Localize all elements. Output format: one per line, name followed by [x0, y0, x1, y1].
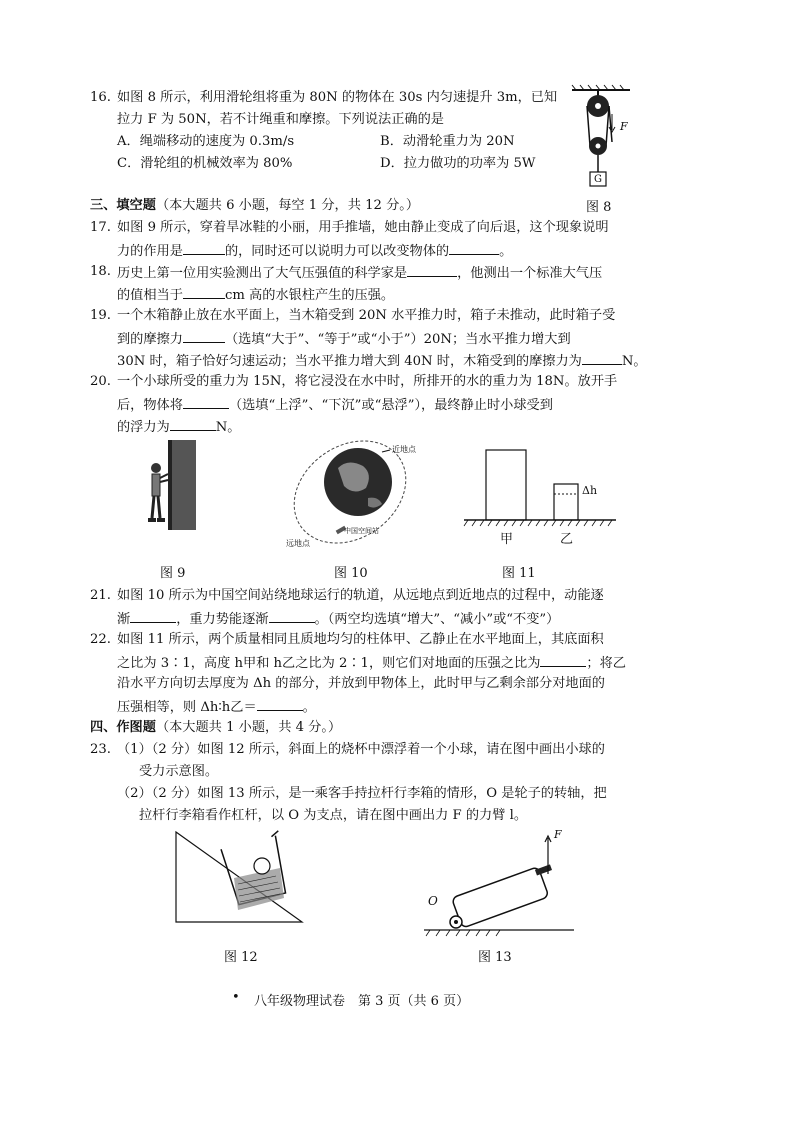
text: 。 — [302, 700, 316, 715]
text: ，重力势能逐渐 — [176, 612, 269, 627]
question-number: 19. — [90, 308, 111, 323]
text: 的浮力为 — [117, 420, 170, 435]
text: ；将乙 — [586, 656, 626, 671]
figure-8-pulley — [568, 84, 638, 194]
text: （选填“上浮”、“下沉”或“悬浮”），最终静止时小球受到 — [228, 398, 553, 413]
question-text — [117, 652, 626, 674]
question-text: 拉杆行李箱看作杠杆，以 O 为支点，请在图中画出力 F 的力臂 l。 — [139, 808, 528, 823]
question-text — [117, 350, 647, 372]
question-text: 如图 8 所示，利用滑轮组将重为 80N 的物体在 30s 内匀速提升 3m，已知 — [117, 90, 558, 105]
answer-blank[interactable] — [449, 240, 499, 255]
page-footer: 八年级物理试卷 第 3 页（共 6 页） — [254, 994, 470, 1009]
question-text: 沿水平方向切去厚度为 Δh 的部分，并放到甲物体上，此时甲与乙剩余部分对地面的 — [117, 676, 605, 691]
text: 历史上第一位用实验测出了大气压强值的科学家是 — [117, 266, 408, 281]
question-text — [117, 394, 553, 416]
answer-blank[interactable] — [183, 240, 225, 255]
question-number: 20. — [90, 374, 111, 389]
question-text: 一个小球所受的重力为 15N，将它浸没在水中时，所排开的水的重力为 18N。放开手 — [117, 374, 618, 389]
question-text: （1）（2 分）如图 12 所示，斜面上的烧杯中漂浮着一个小球，请在图中画出小球的 — [117, 742, 605, 757]
figure-13-caption: 图 13 — [478, 950, 512, 965]
answer-blank[interactable] — [130, 608, 176, 623]
question-text — [117, 240, 512, 262]
answer-blank[interactable] — [183, 394, 229, 409]
answer-blank[interactable] — [407, 262, 457, 277]
footer-bullet: • — [232, 990, 240, 1005]
question-text: （2）（2 分）如图 13 所示，是一乘客手持拉杆行李箱的情形，O 是轮子的转轴，把 — [117, 786, 607, 801]
figure-12-caption: 图 12 — [224, 950, 258, 965]
figure-8-caption: 图 8 — [586, 200, 612, 215]
figure-9-caption: 图 9 — [160, 566, 186, 581]
text: N。 — [215, 420, 241, 435]
weight-label: G — [594, 174, 602, 185]
station-label: 中国空间站 — [344, 527, 379, 535]
option-a: A．绳端移动的速度为 0.3m/s — [117, 134, 295, 149]
section-title: 四、作图题 — [90, 720, 156, 735]
question-text — [117, 696, 316, 718]
section-title: 三、填空题 — [90, 198, 156, 213]
text: 。 — [499, 244, 513, 259]
text: 渐 — [117, 612, 131, 627]
option-b: B．动滑轮重力为 20N — [380, 134, 515, 149]
question-number: 16. — [90, 90, 111, 105]
figure-11-cylinders — [460, 448, 620, 547]
force-f-label: F — [554, 828, 562, 841]
text: （选填“大于”、“等于”或“小于”）20N；当水平推力增大到 — [224, 332, 571, 347]
figure-9-wall-push — [138, 438, 198, 532]
answer-blank[interactable] — [257, 696, 303, 711]
figure-12-incline-beaker — [172, 824, 312, 928]
answer-blank[interactable] — [183, 284, 225, 299]
figure-13-luggage — [424, 826, 574, 938]
question-text — [117, 328, 571, 350]
section-heading — [90, 196, 419, 216]
text: ，他测出一个标准大气压 — [457, 266, 603, 281]
question-number: 22. — [90, 632, 111, 647]
figure-10-caption: 图 10 — [334, 566, 368, 581]
section-note: （本大题共 1 小题，共 4 分。） — [155, 720, 342, 735]
answer-blank[interactable] — [269, 608, 315, 623]
section-heading — [90, 718, 341, 738]
answer-blank[interactable] — [540, 652, 586, 667]
question-text — [117, 284, 394, 306]
far-point-label: 远地点 — [286, 539, 310, 548]
question-text — [117, 262, 602, 284]
figure-11-caption: 图 11 — [502, 566, 536, 581]
text: 30N 时，箱子恰好匀速运动；当水平推力增大到 40N 时，木箱受到的摩擦力为 — [117, 354, 582, 369]
text: 到的摩擦力 — [117, 332, 183, 347]
question-text: 如图 9 所示，穿着旱冰鞋的小丽，用手推墙，她由静止变成了向后退，这个现象说明 — [117, 220, 609, 235]
figure-10-orbit — [278, 438, 418, 550]
question-text: 如图 11 所示，两个质量相同且质地均匀的柱体甲、乙静止在水平地面上，其底面积 — [117, 632, 604, 647]
text: 。（两空均选填“增大”、“减小”或“不变”） — [314, 612, 560, 627]
question-number: 18. — [90, 264, 111, 279]
question-text: 一个木箱静止放在水平面上，当木箱受到 20N 水平推力时，箱子未推动，此时箱子受 — [117, 308, 616, 323]
text: 的值相当于 — [117, 288, 183, 303]
text: 的，同时还可以说明力可以改变物体的 — [224, 244, 450, 259]
text: 压强相等，则 Δh∶h乙＝ — [117, 700, 257, 715]
section-note: （本大题共 6 小题，每空 1 分，共 12 分。） — [155, 198, 420, 213]
pivot-o-label: O — [428, 894, 438, 908]
question-number: 21. — [90, 588, 111, 603]
delta-h-label: Δh — [582, 484, 598, 497]
question-text: 受力示意图。 — [139, 764, 219, 779]
question-text: 拉力 F 为 50N，若不计绳重和摩擦。下列说法正确的是 — [117, 112, 444, 127]
text: 之比为 3∶1，高度 h甲和 h乙之比为 2∶1，则它们对地面的压强之比为 — [117, 656, 541, 671]
answer-blank[interactable] — [183, 328, 225, 343]
text: 力的作用是 — [117, 244, 183, 259]
question-number: 23. — [90, 742, 111, 757]
option-c: C．滑轮组的机械效率为 80% — [117, 156, 293, 171]
question-text — [117, 608, 559, 630]
answer-blank[interactable] — [170, 416, 216, 431]
text: 后，物体将 — [117, 398, 183, 413]
near-point-label: 近地点 — [392, 445, 416, 454]
label-jia: 甲 — [500, 532, 514, 547]
text: cm 高的水银柱产生的压强。 — [224, 288, 395, 303]
force-label: F — [620, 120, 628, 133]
answer-blank[interactable] — [582, 350, 622, 365]
question-text — [117, 416, 240, 438]
question-text: 如图 10 所示为中国空间站绕地球运行的轨道，从远地点到近地点的过程中，动能逐 — [117, 588, 604, 603]
text: N。 — [621, 354, 647, 369]
question-number: 17. — [90, 220, 111, 235]
option-d: D．拉力做功的功率为 5W — [380, 156, 536, 171]
label-yi: 乙 — [560, 532, 574, 547]
